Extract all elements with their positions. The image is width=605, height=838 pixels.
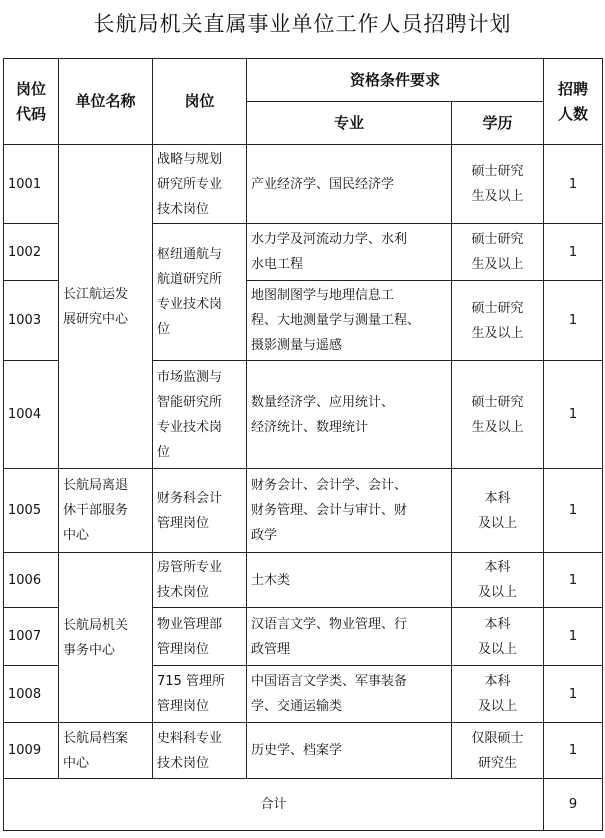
- row-position: 史料科专业 技术岗位: [153, 723, 247, 779]
- total-row: [4, 779, 603, 831]
- row-major: 历史学、档案学: [247, 723, 452, 779]
- row-major: 产业经济学、国民经济学: [247, 145, 452, 224]
- header-education: 学历: [452, 102, 544, 145]
- row-code: 1003: [4, 281, 59, 361]
- row-education: 本科 及以上: [452, 608, 544, 666]
- row-code: 1004: [4, 361, 59, 469]
- row-code: 1005: [4, 469, 59, 553]
- row-code: 1002: [4, 224, 59, 281]
- row-major: 财务会计、会计学、会计、 财务管理、会计与审计、财 政学: [247, 469, 452, 553]
- header-count: 招聘 人数: [544, 59, 603, 145]
- recruitment-table: [3, 58, 603, 831]
- row-education: 本科 及以上: [452, 666, 544, 723]
- row-position: 财务科会计 管理岗位: [153, 469, 247, 553]
- row-education: 硕士研究 生及以上: [452, 224, 544, 281]
- row-education: 硕士研究 生及以上: [452, 281, 544, 361]
- total-value: 9: [544, 779, 603, 831]
- row-education: 硕士研究 生及以上: [452, 361, 544, 469]
- header-unit: 单位名称: [59, 59, 153, 145]
- row-position: 房管所专业 技术岗位: [153, 553, 247, 608]
- row-major: 数量经济学、应用统计、 经济统计、数理统计: [247, 361, 452, 469]
- row-position: 物业管理部 管理岗位: [153, 608, 247, 666]
- row-education: 本科 及以上: [452, 469, 544, 553]
- row-unit: 长江航运发 展研究中心: [59, 145, 153, 469]
- total-label: 合计: [4, 779, 544, 831]
- row-position: 市场监测与 智能研究所 专业技术岗 位: [153, 361, 247, 469]
- row-unit: 长航局机关 事务中心: [59, 553, 153, 723]
- row-code: 1008: [4, 666, 59, 723]
- row-position: 战略与规划 研究所专业 技术岗位: [153, 145, 247, 224]
- table-row: [4, 723, 603, 779]
- row-major: 土木类: [247, 553, 452, 608]
- row-count: 1: [544, 145, 603, 224]
- row-position: 枢纽通航与 航道研究所 专业技术岗 位: [153, 224, 247, 361]
- row-count: 1: [544, 224, 603, 281]
- row-code: 1009: [4, 723, 59, 779]
- header-major: 专业: [247, 102, 452, 145]
- document-title: 长航局机关直属事业单位工作人员招聘计划: [93, 12, 512, 36]
- header-requirements: 资格条件要求: [247, 59, 544, 102]
- row-position: 715 管理所 管理岗位: [153, 666, 247, 723]
- row-education: 本科 及以上: [452, 553, 544, 608]
- header-code: 岗位 代码: [4, 59, 59, 145]
- row-major: 水力学及河流动力学、水利 水电工程: [247, 224, 452, 281]
- row-major: 中国语言文学类、军事装备 学、交通运输类: [247, 666, 452, 723]
- row-count: 1: [544, 608, 603, 666]
- row-count: 1: [544, 553, 603, 608]
- table-row: [4, 145, 603, 224]
- row-unit: 长航局档案 中心: [59, 723, 153, 779]
- row-count: 1: [544, 361, 603, 469]
- header-position: 岗位: [153, 59, 247, 145]
- row-unit: 长航局离退 休干部服务 中心: [59, 469, 153, 553]
- row-education: 硕士研究 生及以上: [452, 145, 544, 224]
- table-row: [4, 469, 603, 553]
- row-code: 1006: [4, 553, 59, 608]
- row-count: 1: [544, 723, 603, 779]
- row-count: 1: [544, 666, 603, 723]
- row-education: 仅限硕士 研究生: [452, 723, 544, 779]
- row-major: 地图制图学与地理信息工 程、大地测量学与测量工程、 摄影测量与遥感: [247, 281, 452, 361]
- row-count: 1: [544, 281, 603, 361]
- row-major: 汉语言文学、物业管理、行 政管理: [247, 608, 452, 666]
- row-count: 1: [544, 469, 603, 553]
- row-code: 1007: [4, 608, 59, 666]
- row-code: 1001: [4, 145, 59, 224]
- table-row: [4, 553, 603, 608]
